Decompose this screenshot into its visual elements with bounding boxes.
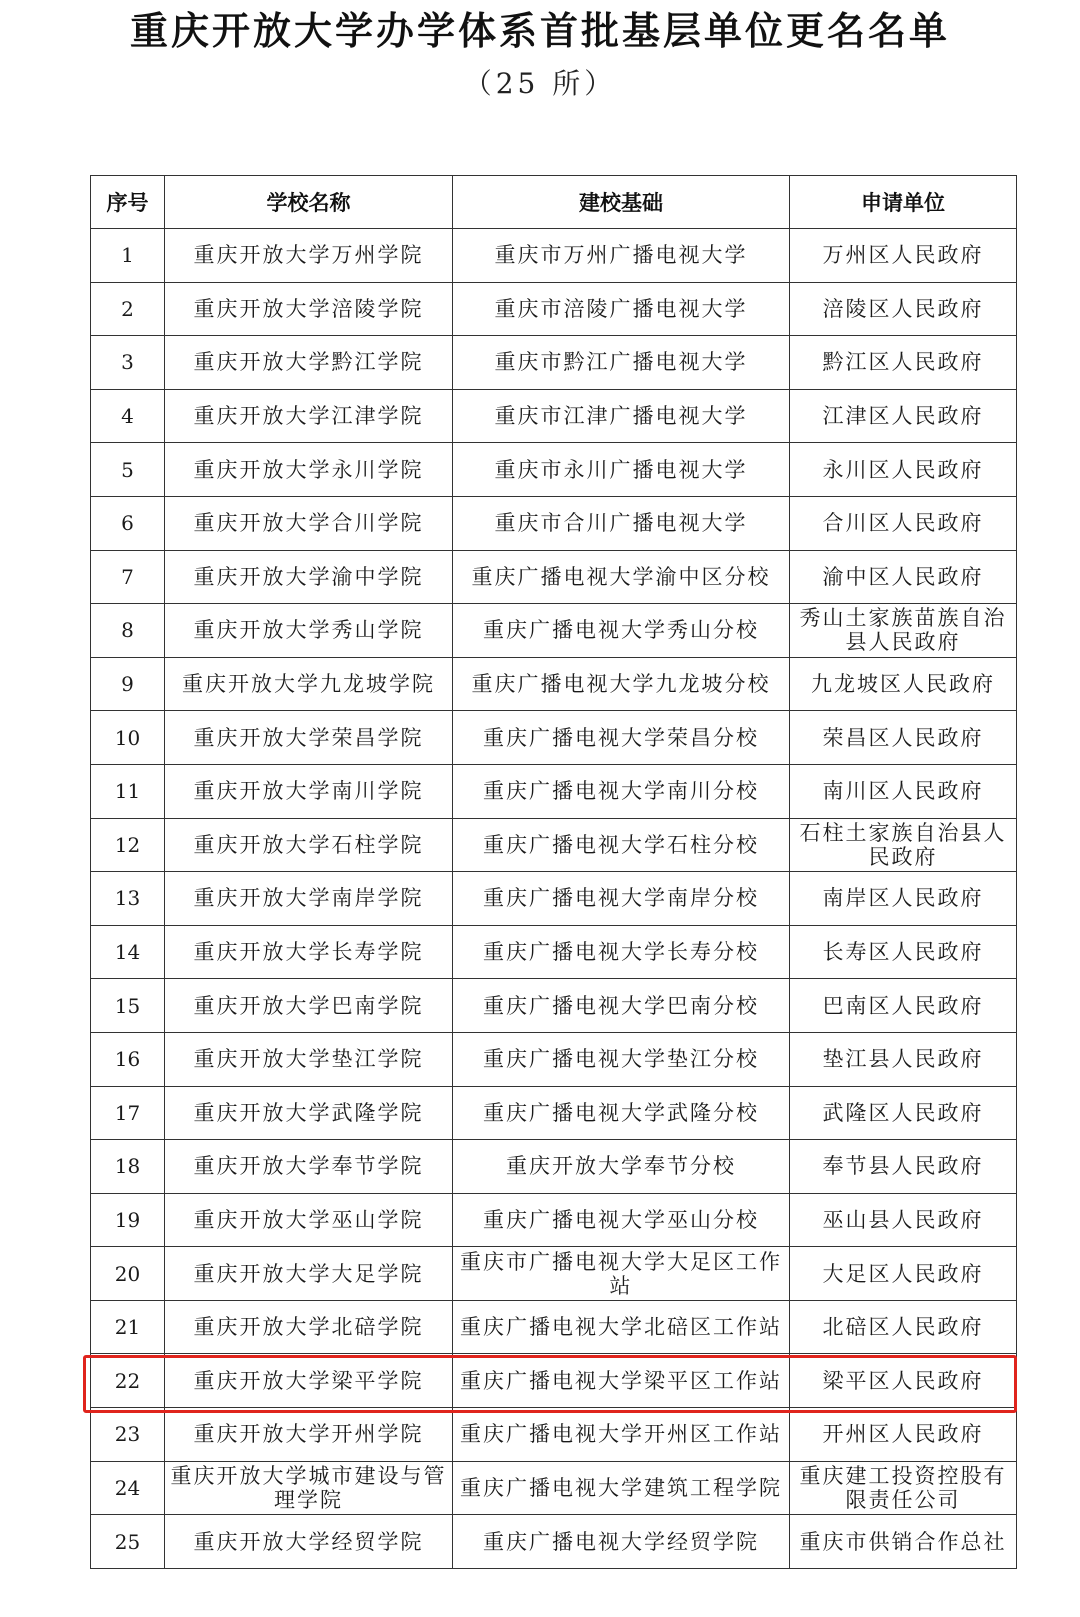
cell-applicant-unit: 重庆市供销合作总社: [790, 1515, 1017, 1569]
header-serial-number: 序号: [91, 176, 165, 229]
cell-founding-basis: 重庆广播电视大学垫江分校: [453, 1032, 790, 1086]
cell-applicant-unit: 万州区人民政府: [790, 229, 1017, 283]
cell-serial-number: 9: [91, 657, 165, 711]
cell-applicant-unit: 荣昌区人民政府: [790, 711, 1017, 765]
cell-school-name: 重庆开放大学秀山学院: [165, 604, 453, 658]
cell-founding-basis: 重庆市涪陵广播电视大学: [453, 282, 790, 336]
cell-founding-basis: 重庆广播电视大学武隆分校: [453, 1086, 790, 1140]
cell-applicant-unit: 永川区人民政府: [790, 443, 1017, 497]
cell-founding-basis: 重庆广播电视大学长寿分校: [453, 925, 790, 979]
cell-serial-number: 4: [91, 389, 165, 443]
cell-founding-basis: 重庆广播电视大学秀山分校: [453, 604, 790, 658]
cell-applicant-unit: 开州区人民政府: [790, 1408, 1017, 1462]
cell-applicant-unit: 江津区人民政府: [790, 389, 1017, 443]
table-row: [91, 818, 1017, 872]
cell-founding-basis: 重庆广播电视大学渝中区分校: [453, 550, 790, 604]
cell-applicant-unit: 南岸区人民政府: [790, 872, 1017, 926]
cell-serial-number: 18: [91, 1140, 165, 1194]
header-applicant-unit: 申请单位: [790, 176, 1017, 229]
cell-applicant-unit: 黔江区人民政府: [790, 336, 1017, 390]
cell-founding-basis: 重庆广播电视大学经贸学院: [453, 1515, 790, 1569]
table-row: [91, 711, 1017, 765]
page-title: 重庆开放大学办学体系首批基层单位更名名单: [129, 9, 950, 53]
cell-serial-number: 21: [91, 1300, 165, 1354]
cell-applicant-unit: 奉节县人民政府: [790, 1140, 1017, 1194]
cell-founding-basis: 重庆市江津广播电视大学: [453, 389, 790, 443]
cell-applicant-unit: 巫山县人民政府: [790, 1193, 1017, 1247]
cell-applicant-unit: 合川区人民政府: [790, 496, 1017, 550]
cell-serial-number: 11: [91, 764, 165, 818]
cell-founding-basis: 重庆广播电视大学巴南分校: [453, 979, 790, 1033]
cell-founding-basis: 重庆广播电视大学建筑工程学院: [453, 1461, 790, 1515]
cell-school-name: 重庆开放大学九龙坡学院: [165, 657, 453, 711]
cell-serial-number: 12: [91, 818, 165, 872]
table-row: [91, 1247, 1017, 1301]
cell-serial-number: 5: [91, 443, 165, 497]
cell-school-name: 重庆开放大学黔江学院: [165, 336, 453, 390]
table-row: [91, 282, 1017, 336]
cell-founding-basis: 重庆开放大学奉节分校: [453, 1140, 790, 1194]
cell-school-name: 重庆开放大学开州学院: [165, 1408, 453, 1462]
cell-school-name: 重庆开放大学渝中学院: [165, 550, 453, 604]
table-row: [91, 496, 1017, 550]
cell-serial-number: 17: [91, 1086, 165, 1140]
cell-school-name: 重庆开放大学长寿学院: [165, 925, 453, 979]
cell-serial-number: 24: [91, 1461, 165, 1515]
cell-serial-number: 15: [91, 979, 165, 1033]
cell-founding-basis: 重庆广播电视大学九龙坡分校: [453, 657, 790, 711]
table-row: [91, 1300, 1017, 1354]
cell-founding-basis: 重庆市永川广播电视大学: [453, 443, 790, 497]
cell-serial-number: 1: [91, 229, 165, 283]
cell-founding-basis: 重庆广播电视大学巫山分校: [453, 1193, 790, 1247]
cell-school-name: 重庆开放大学石柱学院: [165, 818, 453, 872]
cell-founding-basis: 重庆市万州广播电视大学: [453, 229, 790, 283]
cell-school-name: 重庆开放大学城市建设与管理学院: [165, 1461, 453, 1515]
table-header-row: [91, 176, 1017, 229]
cell-founding-basis: 重庆广播电视大学荣昌分校: [453, 711, 790, 765]
cell-founding-basis: 重庆广播电视大学北碚区工作站: [453, 1300, 790, 1354]
table-row: [91, 1086, 1017, 1140]
table-row: [91, 229, 1017, 283]
cell-school-name: 重庆开放大学巴南学院: [165, 979, 453, 1033]
cell-serial-number: 20: [91, 1247, 165, 1301]
cell-founding-basis: 重庆广播电视大学南岸分校: [453, 872, 790, 926]
cell-applicant-unit: 秀山土家族苗族自治县人民政府: [790, 604, 1017, 658]
cell-serial-number: 7: [91, 550, 165, 604]
cell-school-name: 重庆开放大学荣昌学院: [165, 711, 453, 765]
rename-list-table: [90, 175, 1017, 1569]
cell-serial-number: 16: [91, 1032, 165, 1086]
cell-serial-number: 13: [91, 872, 165, 926]
table-row: [91, 389, 1017, 443]
cell-serial-number: 3: [91, 336, 165, 390]
cell-serial-number: 22: [91, 1354, 165, 1408]
cell-founding-basis: 重庆市黔江广播电视大学: [453, 336, 790, 390]
cell-school-name: 重庆开放大学武隆学院: [165, 1086, 453, 1140]
cell-applicant-unit: 石柱土家族自治县人民政府: [790, 818, 1017, 872]
cell-applicant-unit: 武隆区人民政府: [790, 1086, 1017, 1140]
cell-school-name: 重庆开放大学巫山学院: [165, 1193, 453, 1247]
table-row: [91, 1193, 1017, 1247]
cell-applicant-unit: 重庆建工投资控股有限责任公司: [790, 1461, 1017, 1515]
table-row: [91, 1408, 1017, 1462]
cell-school-name: 重庆开放大学经贸学院: [165, 1515, 453, 1569]
header-founding-basis: 建校基础: [453, 176, 790, 229]
cell-applicant-unit: 北碚区人民政府: [790, 1300, 1017, 1354]
cell-school-name: 重庆开放大学北碚学院: [165, 1300, 453, 1354]
table-row: [91, 1032, 1017, 1086]
cell-applicant-unit: 梁平区人民政府: [790, 1354, 1017, 1408]
cell-applicant-unit: 长寿区人民政府: [790, 925, 1017, 979]
cell-school-name: 重庆开放大学南岸学院: [165, 872, 453, 926]
cell-school-name: 重庆开放大学奉节学院: [165, 1140, 453, 1194]
cell-applicant-unit: 南川区人民政府: [790, 764, 1017, 818]
cell-school-name: 重庆开放大学万州学院: [165, 229, 453, 283]
cell-applicant-unit: 九龙坡区人民政府: [790, 657, 1017, 711]
cell-school-name: 重庆开放大学永川学院: [165, 443, 453, 497]
table-row: [91, 1461, 1017, 1515]
table-row: [91, 336, 1017, 390]
table-body: [91, 229, 1017, 1569]
cell-school-name: 重庆开放大学垫江学院: [165, 1032, 453, 1086]
cell-applicant-unit: 渝中区人民政府: [790, 550, 1017, 604]
table-row: [91, 872, 1017, 926]
cell-serial-number: 14: [91, 925, 165, 979]
cell-applicant-unit: 巴南区人民政府: [790, 979, 1017, 1033]
cell-applicant-unit: 涪陵区人民政府: [790, 282, 1017, 336]
cell-serial-number: 19: [91, 1193, 165, 1247]
cell-serial-number: 10: [91, 711, 165, 765]
cell-school-name: 重庆开放大学梁平学院: [165, 1354, 453, 1408]
cell-founding-basis: 重庆市广播电视大学大足区工作站: [453, 1247, 790, 1301]
cell-applicant-unit: 垫江县人民政府: [790, 1032, 1017, 1086]
cell-school-name: 重庆开放大学南川学院: [165, 764, 453, 818]
cell-founding-basis: 重庆市合川广播电视大学: [453, 496, 790, 550]
cell-school-name: 重庆开放大学江津学院: [165, 389, 453, 443]
cell-serial-number: 23: [91, 1408, 165, 1462]
header-school-name: 学校名称: [165, 176, 453, 229]
table-row: [91, 979, 1017, 1033]
table-row: [91, 1515, 1017, 1569]
table-row: [91, 443, 1017, 497]
page-subtitle: （25 所）: [463, 67, 617, 100]
cell-serial-number: 25: [91, 1515, 165, 1569]
table-row: [91, 1140, 1017, 1194]
cell-founding-basis: 重庆广播电视大学梁平区工作站: [453, 1354, 790, 1408]
table-row: [91, 550, 1017, 604]
table-row: [91, 925, 1017, 979]
cell-founding-basis: 重庆广播电视大学石柱分校: [453, 818, 790, 872]
cell-founding-basis: 重庆广播电视大学开州区工作站: [453, 1408, 790, 1462]
cell-serial-number: 2: [91, 282, 165, 336]
table-row: [91, 604, 1017, 658]
cell-applicant-unit: 大足区人民政府: [790, 1247, 1017, 1301]
table-row: [91, 657, 1017, 711]
cell-school-name: 重庆开放大学大足学院: [165, 1247, 453, 1301]
table-row: [91, 1354, 1017, 1408]
table-row: [91, 764, 1017, 818]
cell-school-name: 重庆开放大学涪陵学院: [165, 282, 453, 336]
cell-school-name: 重庆开放大学合川学院: [165, 496, 453, 550]
cell-founding-basis: 重庆广播电视大学南川分校: [453, 764, 790, 818]
cell-serial-number: 8: [91, 604, 165, 658]
cell-serial-number: 6: [91, 496, 165, 550]
